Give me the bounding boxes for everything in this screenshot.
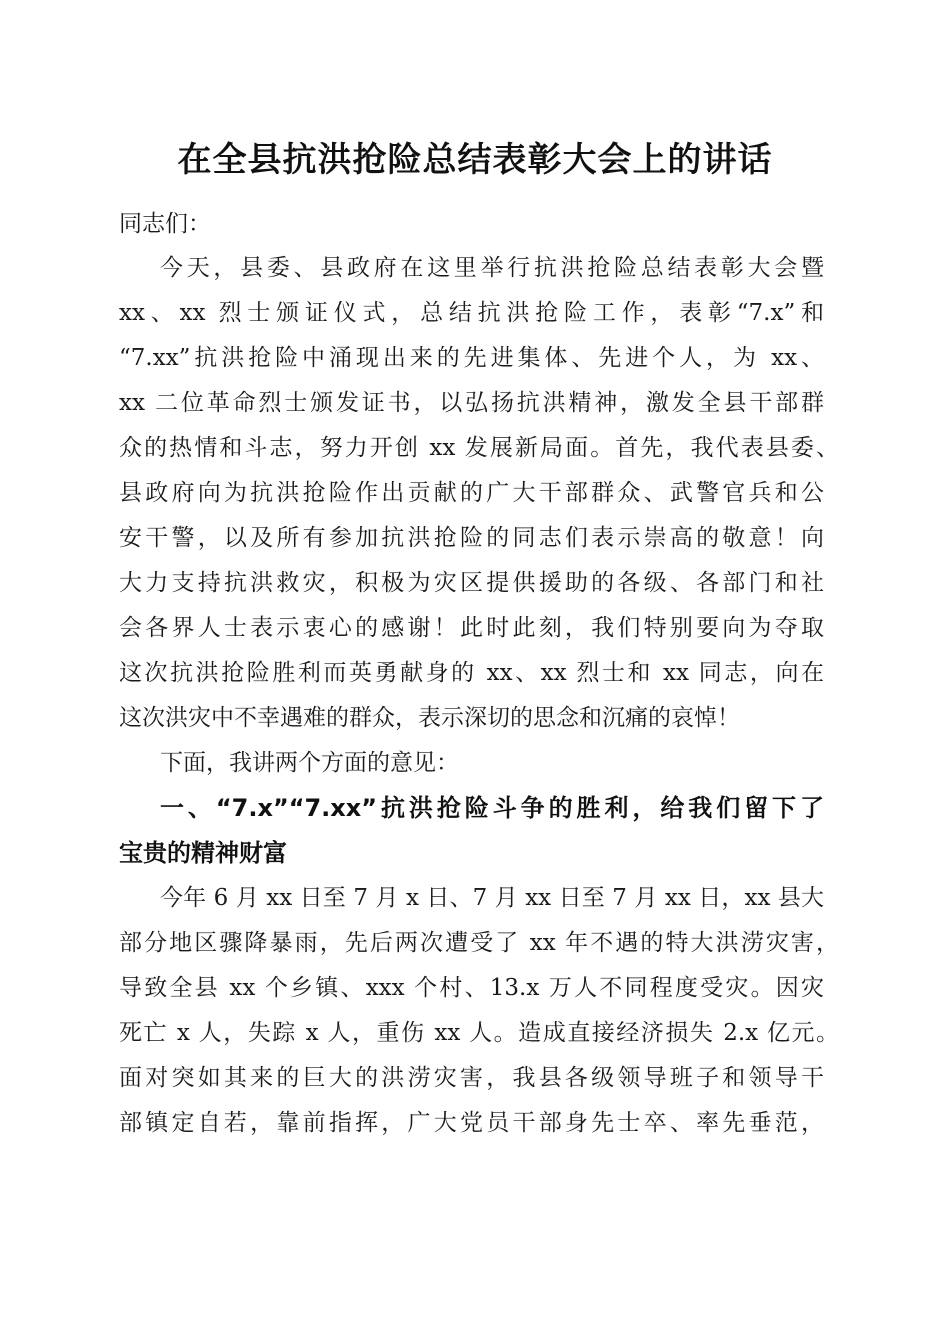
paragraph-1-line-7: 安干警，以及所有参加抗洪抢险的同志们表示崇高的敬意！向 xyxy=(119,525,824,551)
paragraph-1-line-6: 县政府向为抗洪抢险作出贡献的广大干部群众、武警官兵和公 xyxy=(119,480,824,506)
paragraph-3-line-4: 死亡 x 人，失踪 x 人，重伤 xx 人。造成直接经济损失 2.x 亿元。 xyxy=(119,1020,839,1046)
paragraph-3-line-1: 今年 6 月 xx 日至 7 月 x 日、7 月 xx 日至 7 月 xx 日，xx 县大 xyxy=(160,885,824,911)
salutation: 同志们： xyxy=(119,211,211,237)
paragraph-2: 下面，我讲两个方面的意见： xyxy=(160,750,459,776)
paragraph-1-line-8: 大力支持抗洪救灾，积极为灾区提供援助的各级、各部门和社 xyxy=(119,570,824,596)
paragraph-1-line-9: 会各界人士表示衷心的感谢！此时此刻，我们特别要向为夺取 xyxy=(119,615,824,641)
paragraph-1-line-5: 众的热情和斗志，努力开创 xx 发展新局面。首先，我代表县委、 xyxy=(119,435,839,461)
paragraph-3-line-2: 部分地区骤降暴雨，先后两次遭受了 xx 年不遇的特大洪涝灾害， xyxy=(119,930,839,956)
paragraph-1-line-11: 这次洪灾中不幸遇难的群众，表示深切的思念和沉痛的哀悼！ xyxy=(119,705,740,731)
section-heading-line-1: 一、“7.x”“7.xx”抗洪抢险斗争的胜利，给我们留下了 xyxy=(160,794,824,822)
document-title: 在全县抗洪抢险总结表彰大会上的讲话 xyxy=(177,140,773,180)
paragraph-3-line-6: 部镇定自若，靠前指挥，广大党员干部身先士卒、率先垂范， xyxy=(119,1110,824,1136)
paragraph-1-line-10: 这次抗洪抢险胜利而英勇献身的 xx、xx 烈士和 xx 同志，向在 xyxy=(119,660,824,686)
paragraph-1-line-4: xx 二位革命烈士颁发证书，以弘扬抗洪精神，激发全县干部群 xyxy=(119,390,824,416)
paragraph-3-line-3: 导致全县 xx 个乡镇、xxx 个村、13.x 万人不同程度受灾。因灾 xyxy=(119,975,824,1001)
section-heading-line-2: 宝贵的精神财富 xyxy=(119,839,287,867)
paragraph-1-line-3: “7.xx”抗洪抢险中涌现出来的先进集体、先进个人，为 xx、 xyxy=(119,345,824,371)
paragraph-3-line-5: 面对突如其来的巨大的洪涝灾害，我县各级领导班子和领导干 xyxy=(119,1065,824,1091)
paragraph-1-line-1: 今天，县委、县政府在这里举行抗洪抢险总结表彰大会暨 xyxy=(160,255,824,281)
paragraph-1-line-2: xx、xx 烈士颁证仪式，总结抗洪抢险工作，表彰“7.x”和 xyxy=(119,300,824,326)
